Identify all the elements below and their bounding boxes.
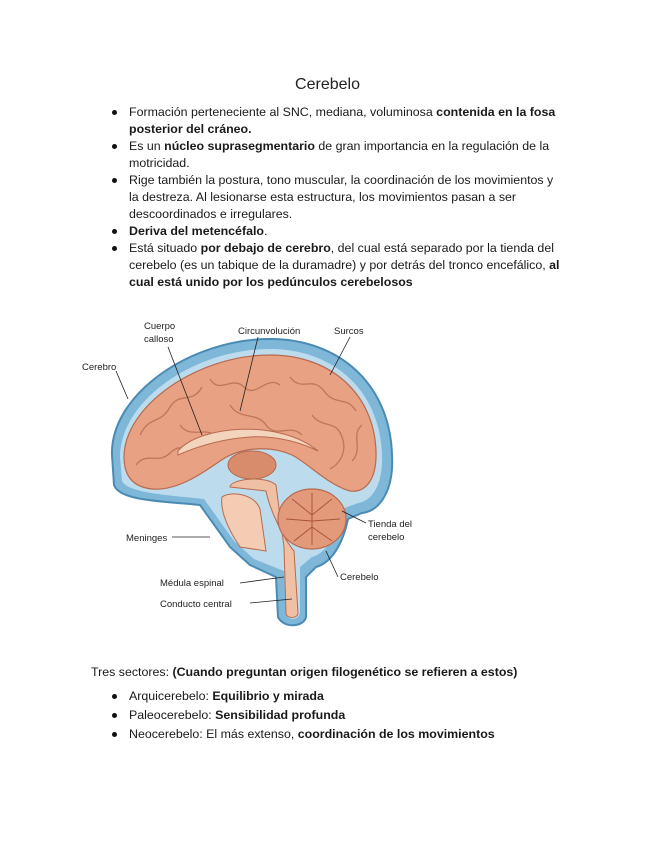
bold-text: (Cuando preguntan origen filogenético se refieren a estos) [172,665,518,679]
bold-text: Deriva del metencéfalo [129,224,264,238]
sectors-list [112,687,564,744]
text: Tres sectores: [91,665,173,679]
label-tienda: Tienda del [368,519,413,530]
text: Formación perteneciente al SNC, mediana, voluminosa [129,105,437,119]
bold-text: coordinación de los movimientos [297,727,495,741]
list-item [112,240,564,291]
text: Es un [129,139,165,153]
bold-text: núcleo suprasegmentario [164,139,315,153]
thalamus [228,451,276,479]
text: de gran importancia en la regulación de la motricidad. [129,139,550,170]
list-item [112,706,564,725]
label-cuerpo-calloso-2: calloso [144,334,174,345]
label-tienda-2: cerebelo [368,532,405,543]
list-item [112,138,564,172]
label-meninges: Meninges [126,533,168,544]
page-title: Cerebelo [295,76,360,93]
label-medula: Médula espinal [160,578,224,589]
text: Está situado [129,241,201,255]
bold-text: contenida en la fosa posterior del cráneo. [129,105,556,136]
label-cerebro: Cerebro [82,362,117,373]
brain-sagittal-illustration [80,315,430,627]
list-item [112,172,564,223]
list-item [112,687,564,706]
text: Rige también la postura, tono muscular, la coordinación de los movimientos y la destreza. Al lesionarse esta estructura, los movimientos pasan a ser descoordinados e irregulares. [129,173,554,221]
sectors-intro [91,664,517,681]
text: , del cual está separado por la tienda del cerebelo (es un tabique de la duramadre) y por detrás del tronco encefálico, [129,241,554,272]
text: Paleocerebelo: [129,708,216,722]
cerebellum [278,489,346,549]
bold-text: al cual está unido por los pedúnculos cerebelosos [129,258,560,289]
text: Neocerebelo: El más extenso, [129,727,298,741]
label-cuerpo-calloso: Cuerpo [144,321,176,332]
label-cerebelo: Cerebelo [340,572,379,583]
bullet-list [112,104,564,291]
label-conducto: Conducto central [160,599,232,610]
text: Arquicerebelo: [129,689,213,703]
bold-text: Equilibrio y mirada [212,689,324,703]
bold-text: por debajo de cerebro [200,241,331,255]
label-circunvolucion: Circunvolución [238,326,301,337]
list-item [112,725,564,744]
label-surcos: Surcos [334,326,364,337]
list-item [112,104,564,138]
bold-text: Sensibilidad profunda [215,708,346,722]
list-item [112,223,564,240]
text: . [263,224,268,238]
